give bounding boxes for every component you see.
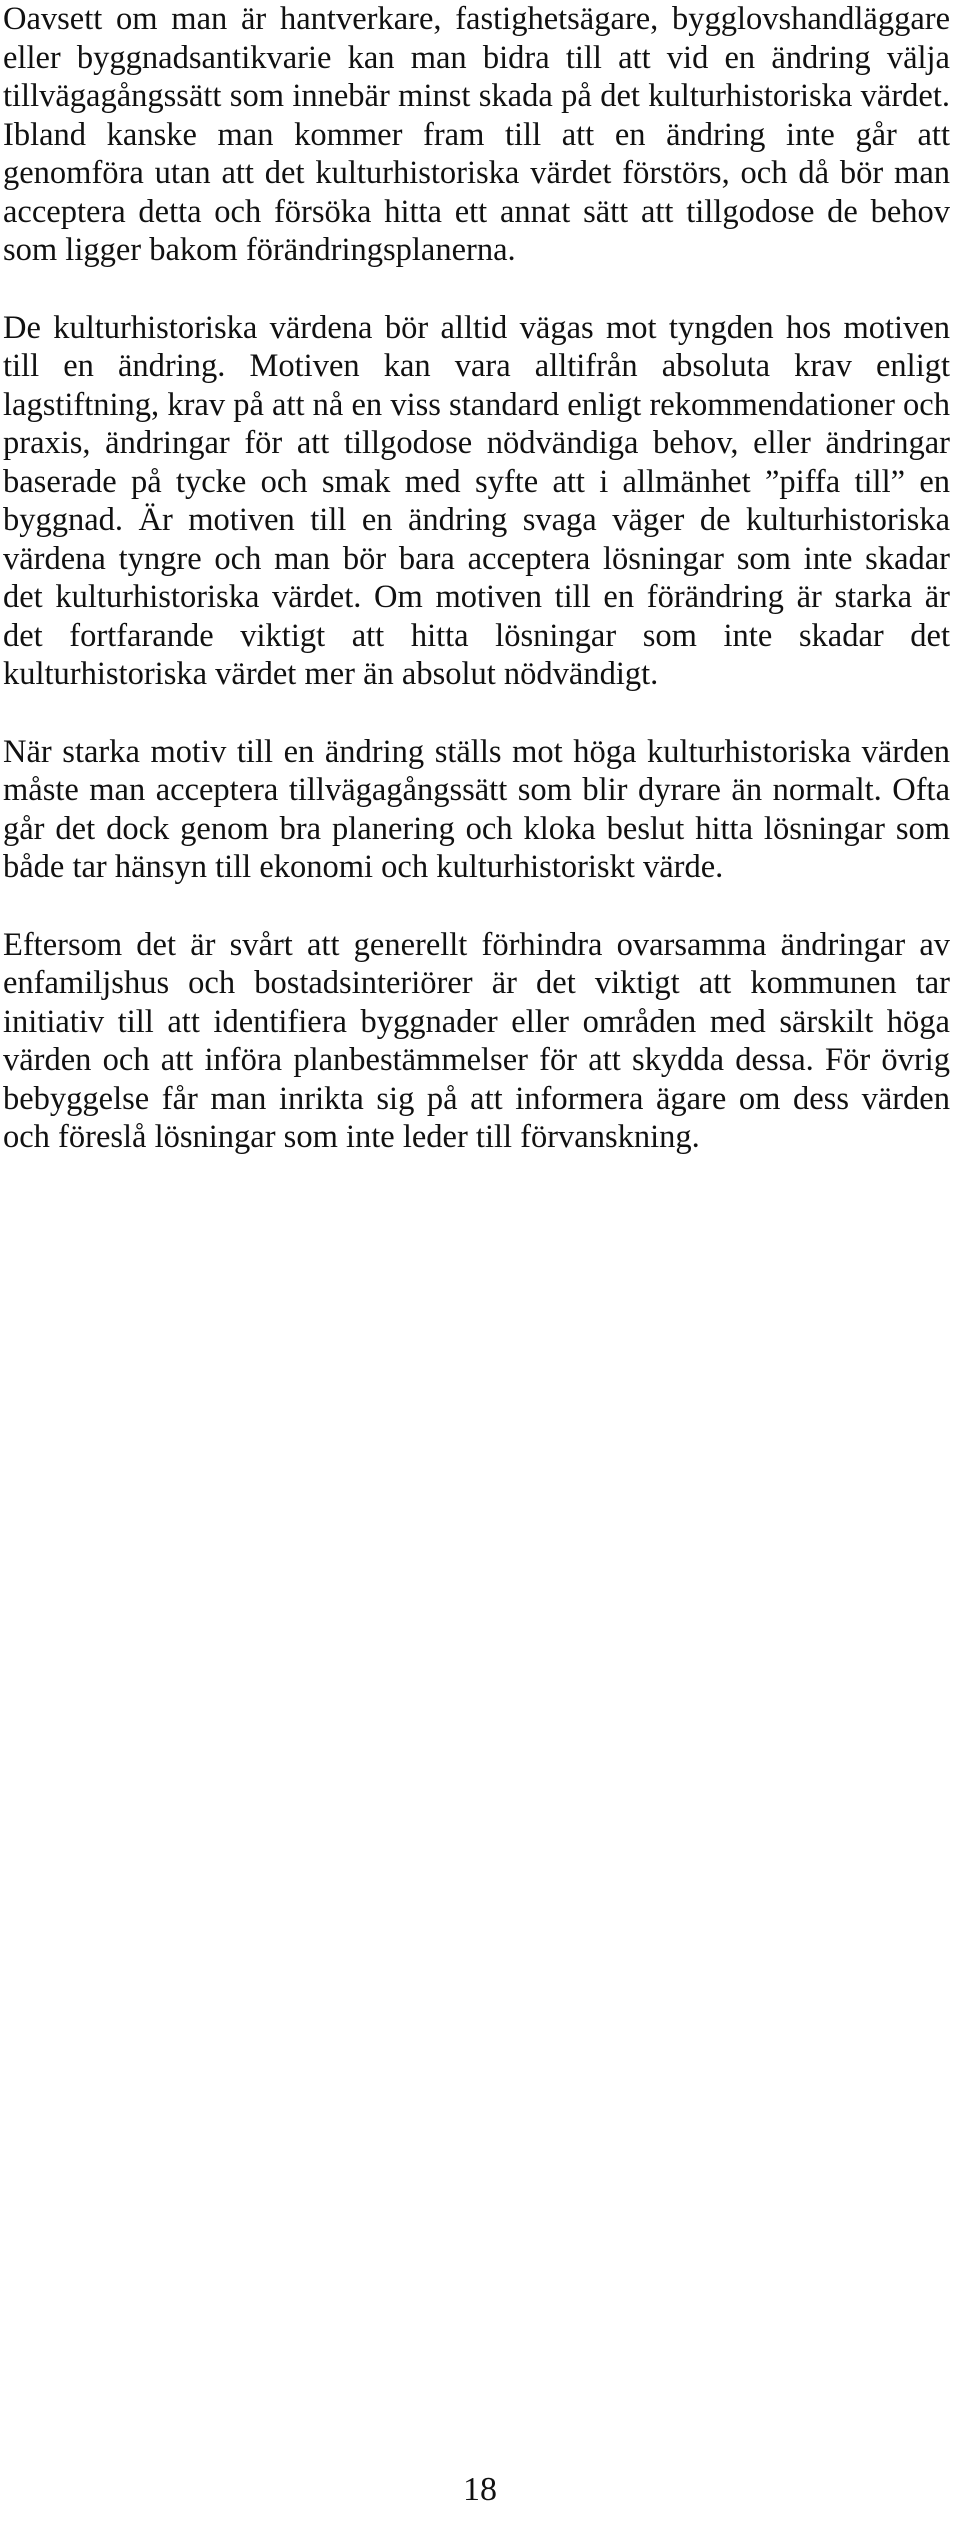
body-paragraph-1: Oavsett om man är hantverkare, fastighetsägare, bygglovshandläggare eller byggnadsantikvarie kan man bidra till att vid en ändring välja tillvägagångssätt som innebär minst skada på det kulturhistoriska värdet. Ibland kanske man kommer fram till att en ändring inte går att genomföra utan att det kulturhistoriska värdet förstörs, och då bör man acceptera detta och försöka hitta ett annat sätt att tillgodose de behov som ligger bakom förändringsplanerna.	[3, 1, 950, 268]
body-paragraph-2: De kulturhistoriska värdena bör alltid vägas mot tyngden hos motiven till en ändring. Motiven kan vara alltifrån absoluta krav enligt lagstiftning, krav på att nå en viss standard enligt rekommendationer och praxis, ändringar för att tillgodose nödvändiga behov, eller ändringar baserade på tycke och smak med syfte att i allmänhet ”piffa till” en byggnad. Är motiven till en ändring svaga väger de kulturhistoriska värdena tyngre och man bör bara acceptera lösningar som inte skadar det kulturhistoriska värdet. Om motiven till en förändring är starka är det fortfarande viktigt att hitta lösningar som inte skadar det kulturhistoriska värdet mer än absolut nödvändigt.	[3, 309, 950, 692]
body-paragraph-4: Eftersom det är svårt att generellt förhindra ovarsamma ändringar av enfamiljshus och bostadsinteriörer är det viktigt att kommunen tar initiativ till att identifiera byggnader eller områden med särskilt höga värden och att införa planbestämmelser för att skydda dessa. För övrig bebyggelse får man inrikta sig på att informera ägare om dess värden och föreslå lösningar som inte leder till förvanskning.	[3, 926, 950, 1155]
body-paragraph-3: När starka motiv till en ändring ställs mot höga kulturhistoriska värden måste man acceptera tillvägagångssätt som blir dyrare än normalt. Ofta går det dock genom bra planering och kloka beslut hitta lösningar som både tar hänsyn till ekonomi och kulturhistoriskt värde.	[3, 733, 950, 885]
page-number: 18	[463, 2471, 497, 2508]
